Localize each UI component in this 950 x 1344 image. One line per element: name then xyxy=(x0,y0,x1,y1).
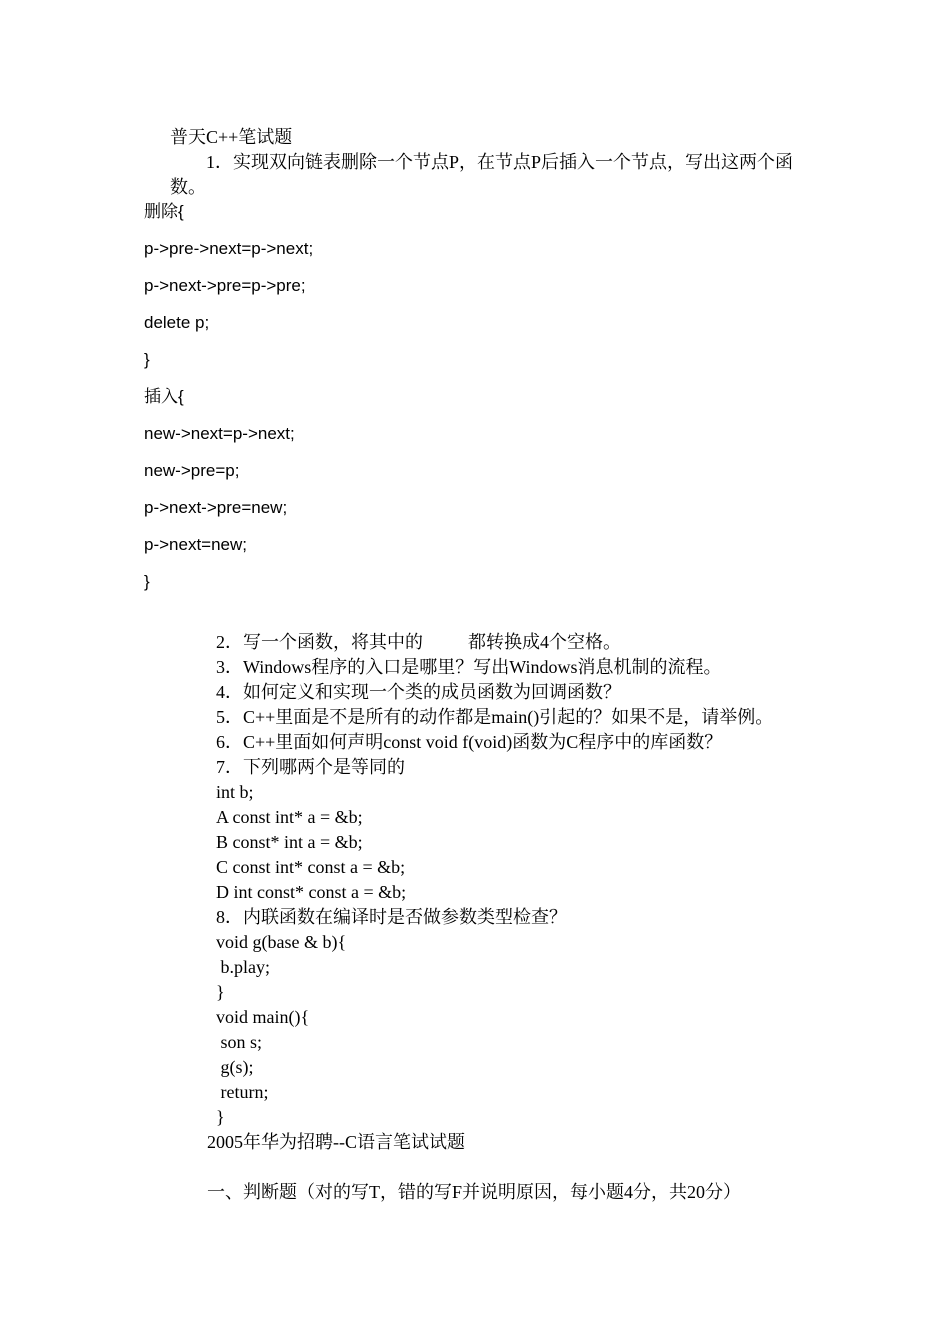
insert-code-line: p->next=new; xyxy=(144,535,248,554)
q8-code-line: g(s); xyxy=(216,1057,254,1077)
q8-code-line: void main(){ xyxy=(216,1007,310,1027)
q7-code-line: int b; xyxy=(216,782,254,802)
insert-code-line: p->next->pre=new; xyxy=(144,498,288,517)
delete-code-line: delete p; xyxy=(144,313,210,332)
q7-code-line: C const int* const a = &b; xyxy=(216,857,406,877)
question-1-line-2: 数。 xyxy=(170,177,206,197)
q8-code-line: b.play; xyxy=(216,957,270,977)
q7-code-line: D int const* const a = &b; xyxy=(216,882,407,902)
q8-code-line: } xyxy=(216,1107,225,1127)
insert-code-line: new->pre=p; xyxy=(144,461,240,480)
insert-code-line: new->next=p->next; xyxy=(144,424,295,443)
q7-code-line: B const* int a = &b; xyxy=(216,832,363,852)
doc-title: 普天C++笔试题 xyxy=(170,127,293,147)
question-8: 8．内联函数在编译时是否做参数类型检查？ xyxy=(216,907,567,927)
insert-block-close: } xyxy=(144,572,150,591)
question-line: 5．C++里面是不是所有的动作都是main()引起的？如果不是，请举例。 xyxy=(216,707,774,727)
delete-block-close: } xyxy=(144,350,150,369)
question-line: 3．Windows程序的入口是哪里？写出Windows消息机制的流程。 xyxy=(216,657,722,677)
section-heading: 一、判断题（对的写T，错的写F并说明原因，每小题4分，共20分） xyxy=(207,1182,742,1202)
q8-code-line: } xyxy=(216,982,225,1002)
question-1-line-1: 1．实现双向链表删除一个节点P，在节点P后插入一个节点，写出这两个函 xyxy=(206,152,794,172)
delete-block-open: 删除{ xyxy=(144,202,184,221)
question-line: 6．C++里面如何声明const void f(void)函数为C程序中的库函数？ xyxy=(216,732,723,752)
question-line: 7．下列哪两个是等同的 xyxy=(216,757,405,777)
insert-block-open: 插入{ xyxy=(144,387,184,406)
q8-code-line: return; xyxy=(216,1082,269,1102)
delete-code-line: p->pre->next=p->next; xyxy=(144,239,314,258)
huawei-title: 2005年华为招聘--C语言笔试试题 xyxy=(207,1132,465,1152)
q7-code-line: A const int* a = &b; xyxy=(216,807,363,827)
question-line: 2．写一个函数，将其中的 都转换成4个空格。 xyxy=(216,632,621,652)
question-line: 4．如何定义和实现一个类的成员函数为回调函数？ xyxy=(216,682,621,702)
delete-code-line: p->next->pre=p->pre; xyxy=(144,276,306,295)
q8-code-line: son s; xyxy=(216,1032,263,1052)
q8-code-line: void g(base & b){ xyxy=(216,932,347,952)
